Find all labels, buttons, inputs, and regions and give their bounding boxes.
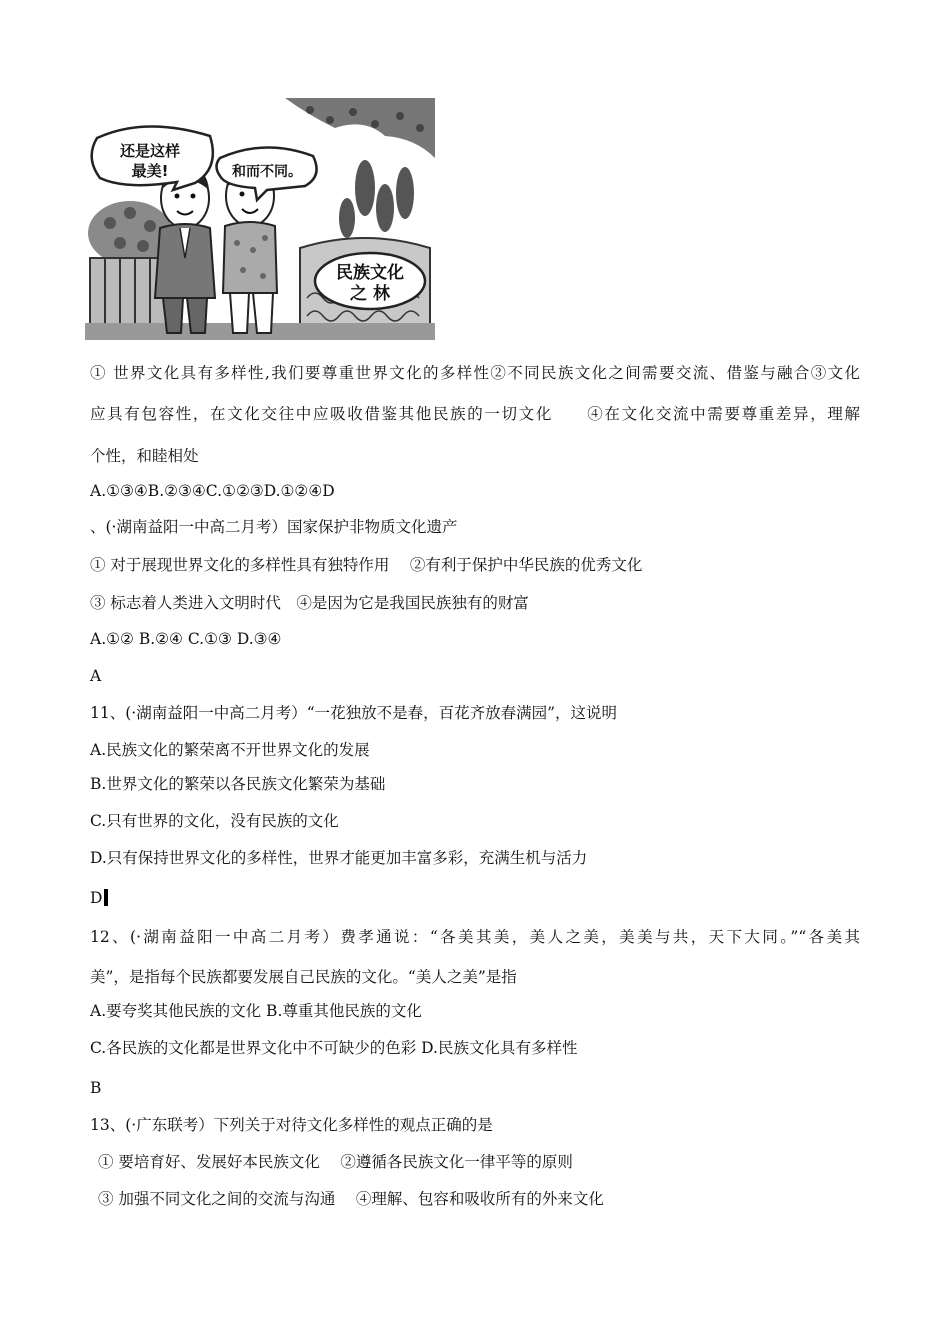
option-b-line: B.世界文化的繁荣以各民族文化繁荣为基础 [90,775,386,793]
option-c-line: C.只有世界的文化，没有民族的文化 [90,812,339,830]
speech-bubble-left-line2: 最美! [131,162,169,180]
text-line-7: ③ 标志着人类进入文明时代 ④是因为它是我国民族独有的财富 [90,594,529,612]
text-line-17: 美”，是指每个民族都要发展自己民族的文化。“美人之美”是指 [90,968,517,986]
options-ab-line: A.要夸奖其他民族的文化 B.尊重其他民族的文化 [90,1002,422,1020]
option-d-line: D.只有保持世界文化的多样性，世界才能更加丰富多彩，充满生机与活力 [90,849,588,867]
text-line-2: 应具有包容性，在文化交往中应吸收借鉴其他民族的一切文化 ④在文化交流中需要尊重差异，理解 [90,405,860,423]
text-line-22: ① 要培育好、发展好本民族文化 ②遵循各民族文化一律平等的原则 [98,1153,573,1171]
text-line-3: 个性，和睦相处 [90,447,199,465]
speech-bubble-left [92,126,213,190]
question-11-line: 11、(·湖南益阳一中高二月考）“一花独放不是春，百花齐放春满园”，这说明 [90,704,618,722]
sign-text-line2: 之 林 [350,284,390,304]
answer-line [90,888,108,908]
speech-bubble-right-text: 和而不同。 [232,164,302,180]
option-a-line: A.民族文化的繁荣离不开世界文化的发展 [90,741,370,759]
text-line-6: ① 对于展现世界文化的多样性具有独特作用 ②有利于保护中华民族的优秀文化 [90,556,643,574]
speech-bubble-left-line1: 还是这样 [119,142,181,160]
text-cursor [104,889,108,906]
question-13-line: 13、(·广东联考）下列关于对待文化多样性的观点正确的是 [90,1116,493,1134]
question-header-line: 、(·湖南益阳一中高二月考）国家保护非物质文化遗产 [90,518,458,536]
cartoon-illustration [85,98,435,340]
answer-options-line: A.①③④B.②③④C.①②③D.①②④D [90,482,335,500]
options-cd-line: C.各民族的文化都是世界文化中不可缺少的色彩 D.民族文化具有多样性 [90,1039,578,1057]
answer-text: D [90,889,103,907]
answer-options-line: A.①② B.②④ C.①③ D.③④ [90,630,282,648]
answer-line: A [90,667,102,685]
answer-line: B [90,1079,102,1097]
text-line-23: ③ 加强不同文化之间的交流与沟通 ④理解、包容和吸收所有的外来文化 [98,1190,604,1208]
sign-text-line1: 民族文化 [336,263,404,283]
text-line-1: ① 世界文化具有多样性,我们要尊重世界文化的多样性②不同民族文化之间需要交流、借鉴与融合③文化 [90,364,860,382]
question-12-line: 12、(·湖南益阳一中高二月考）费孝通说：“各美其美，美人之美，美美与共，天下大同。”“各美其 [90,928,860,946]
